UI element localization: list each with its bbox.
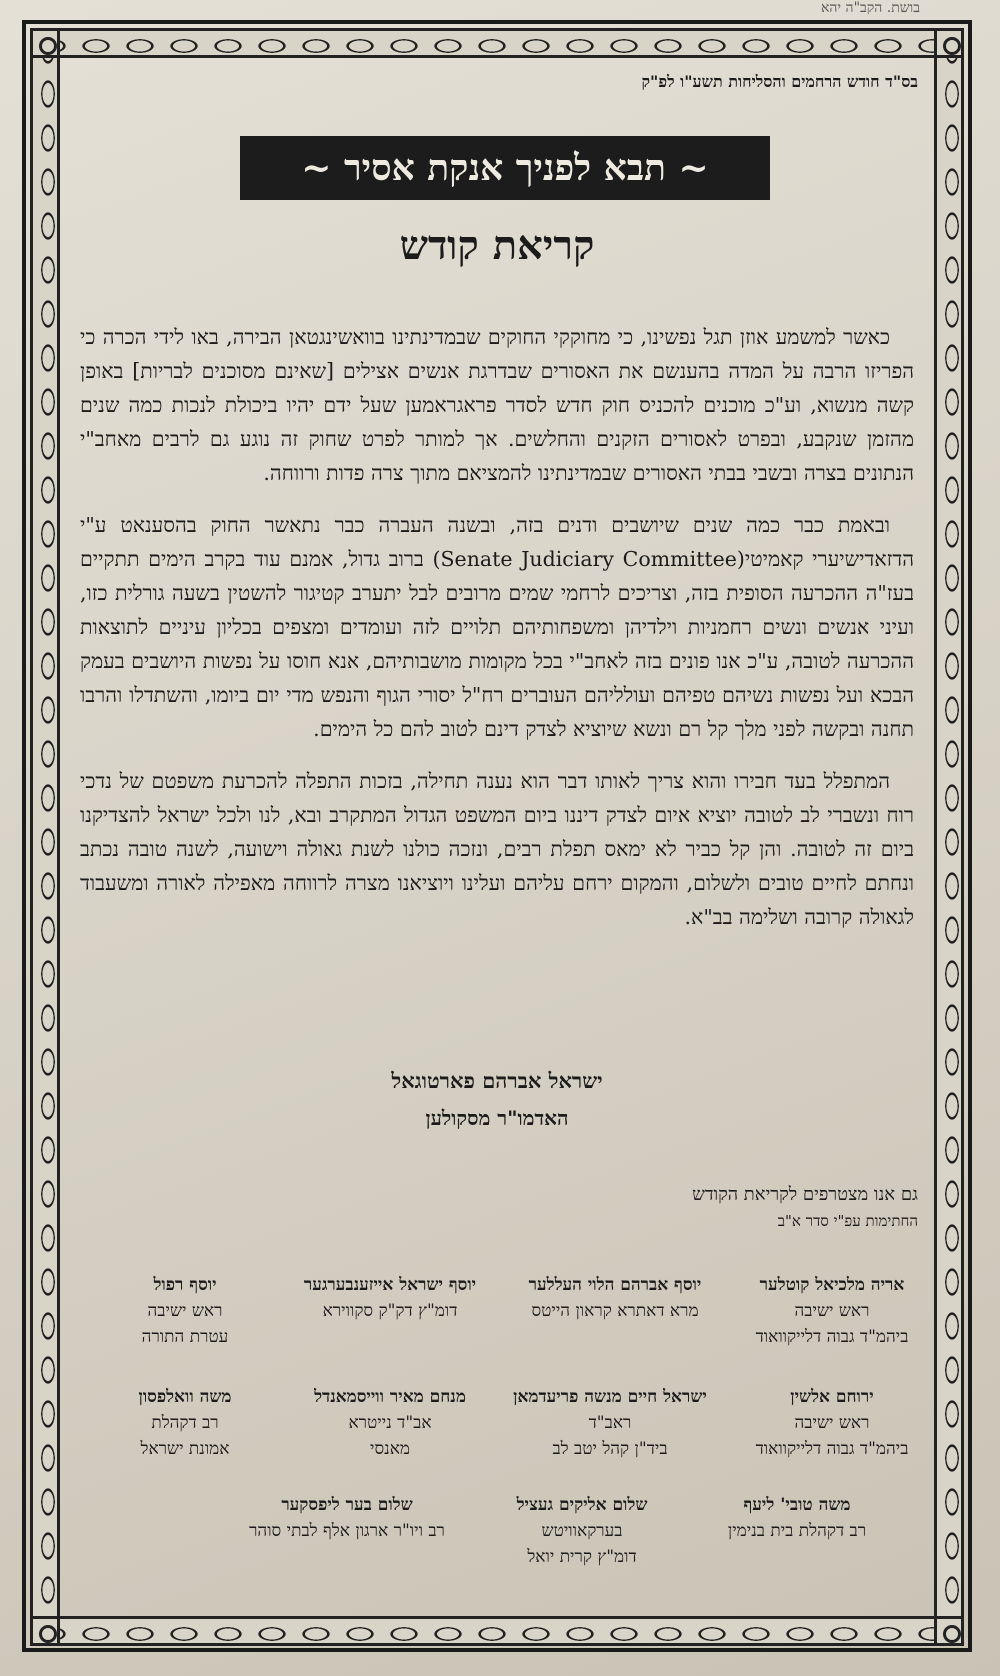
headline-banner: ~ תבא לפניך אנקת אסיר ~ <box>240 136 770 200</box>
signatory-role: בערקאוויטש <box>541 1521 623 1541</box>
ornamental-border-right <box>934 28 964 1646</box>
corner-ornament-icon <box>934 1616 964 1646</box>
signatory <box>732 1384 932 1462</box>
signatory-role: רב ויו"ר ארגון אלף לבתי סוהר <box>249 1521 445 1541</box>
page-title: קריאת קודש <box>399 222 595 269</box>
ornamental-border-bottom <box>30 1616 964 1646</box>
signatory-name: משה טובי' ליעף <box>743 1495 851 1515</box>
signatory <box>732 1272 932 1350</box>
signatory <box>702 1492 892 1544</box>
corner-ornament-icon <box>934 28 964 58</box>
signatory-role: מאנסי <box>370 1439 410 1459</box>
paragraph: ובאמת כבר כמה שנים שיושבים ודנים בזה, ובשנה העברה כבר נתאשר החוק בהסענאט ע"י הדזאדישיערי קאמיטי(Senate Judiciary Committee) ברוב גדול, אמנם עוד בקרב הימים תתקיים בעז"ה ההכרעה הסופית בזה, וצריכים לרחמי שמים מרובים לבל יתערב קטיגור להשטין בשעה גורלית כזו, ועיני אנשים ונשים רחמניות וילדיהן ומשפחותיהם תלויים לזה ועומדים ומצפים בכליון עיניים לתוצאות ההכרעה לטובה, ע"כ אנו פונים בזה לאחב"י בכל מקומות מושבותיהם, אנא חוסו על נפשות היושבים בעמק הבכא ועל נפשות נשיהם טפיהם ועולליהם העוברים רח"ל יסורי הגוף והנפש מדי יום ביומו, והשתדלו והרבו תחנה ובקשה לפני מלך קל רם ונשא שיוציא לצדק דינם לטוב להם כל הימים. <box>80 513 914 741</box>
signatory <box>290 1384 490 1462</box>
join-statement <box>692 1182 918 1234</box>
signatory-role: ראש ישיבה <box>794 1413 870 1433</box>
signatory-role: אב"ד נייטרא <box>348 1413 432 1433</box>
signatory <box>222 1492 472 1544</box>
main-signer-title: האדמו"ר מסקולען <box>425 1106 569 1130</box>
signatory-name: יוסף רפול <box>153 1275 217 1295</box>
signatory-name: ישראל חיים מנשה פריעדמאן <box>513 1387 707 1407</box>
signatory-name: מנחם מאיר ווייסמאנדל <box>314 1387 466 1407</box>
signatory-role: ביהמ"ד גבוה דלייקוואוד <box>755 1327 909 1347</box>
signatory-role: דומ"ץ דק"ק סקווירא <box>322 1301 458 1321</box>
signatory <box>280 1272 500 1324</box>
corner-ornament-icon <box>30 28 60 58</box>
signatory-role: ביהמ"ד גבוה דלייקוואוד <box>755 1439 909 1459</box>
signatory-role: דומ"ץ קרית יואל <box>527 1547 637 1567</box>
main-signer-name: ישראל אברהם פארטוגאל <box>391 1068 603 1093</box>
document-content <box>62 60 932 1614</box>
signatory-name: יוסף ישראל אייזענבערגער <box>303 1275 477 1295</box>
paragraph: כאשר למשמע אוזן תגל נפשינו, כי מחוקקי החוקים שבמדינתינו בוואשינגטאן הבירה, באו לידי הכרה כי הפריזו הרבה על המדה בהענשם את האסורים שבדרגת אנשים אצילים [שאינם מסוכנים לבריות] באופן קשה מנשוא, וע"כ מוכנים להכניס חוק חדש לסדר פראגראמען שעל ידם יהיו ביכולת לנכות כמה שנים מהזמן שנקבע, ובפרט לאסורים הזקנים והחלשים. אך למותר לפרט שחוק זה נוגע גם לרבים מאחב"י הנתונים בצרה ובשבי בבתי האסורים שבמדינתינו להמציאם מתוך צרה פדות ורווחה. <box>80 325 914 485</box>
signatory <box>500 1384 720 1462</box>
signatory-name: משה וואלפסון <box>138 1387 232 1407</box>
ornamental-border-left <box>30 28 60 1646</box>
join-line: גם אנו מצטרפים לקריאת הקודש <box>692 1184 918 1205</box>
signatory-role: ראש ישיבה <box>794 1301 870 1321</box>
signatory-role: ביד"ן קהל יטב לב <box>552 1439 668 1459</box>
signatory-name: יוסף אברהם הלוי העללער <box>528 1275 702 1295</box>
signatory-name: אריה מלכיאל קוטלער <box>759 1275 905 1295</box>
corner-ornament-icon <box>30 1616 60 1646</box>
date-header: בס"ד חודש הרחמים והסליחות תשע"ו לפ"ק <box>641 72 918 91</box>
paragraph: המתפלל בעד חבירו והוא צריך לאותו דבר הוא נענה תחילה, בזכות התפלה להכרעת משפטם של נדכי רוח ונשברי לב לטובה יוציא איום לצדק דיננו ביום המשפט הגדול המתקרב ובא, לנו ולכל ישראל להצדיקנו ביום זה לטובה. והן קל כביר לא ימאס תפלת רבים, ונזכה כולנו לשנת גאולה וישועה, לשנה טובה נכתב ונחתם לחיים טובים ולשלום, והמקום ירחם עליהם ועלינו ויוציאנו מצרה לרווחה מאפילה לאורה ומשעבוד לגאולה קרובה ושלימה בב"א. <box>80 769 914 929</box>
signatory-role: ראב"ד <box>588 1413 632 1433</box>
signatory-role: אמונת ישראל <box>140 1439 230 1459</box>
signatory-role: רב דקהלת בית בנימין <box>727 1521 867 1541</box>
signatory <box>510 1272 720 1324</box>
proclamation-body <box>80 320 914 952</box>
join-subline: החתימות עפ"י סדר א"ב <box>777 1212 918 1230</box>
signatory <box>100 1272 270 1350</box>
signatory-name: שלום בער ליפסקער <box>281 1495 413 1515</box>
signatory-role: ראש ישיבה <box>147 1301 223 1321</box>
signatory-role: עטרת התורה <box>141 1327 229 1347</box>
signatory-name: שלום אליקים געציל <box>516 1495 648 1515</box>
page-top-strip: בושת. הקב"ה יהא <box>820 0 920 16</box>
signatory <box>100 1384 270 1462</box>
ornamental-border-top <box>30 28 964 58</box>
signatory-role: מרא דאתרא קראון הייטס <box>531 1301 699 1321</box>
signatory <box>482 1492 682 1570</box>
signatory-role: רב דקהלת <box>151 1413 219 1433</box>
signatory-name: ירוחם אלשין <box>790 1387 874 1407</box>
